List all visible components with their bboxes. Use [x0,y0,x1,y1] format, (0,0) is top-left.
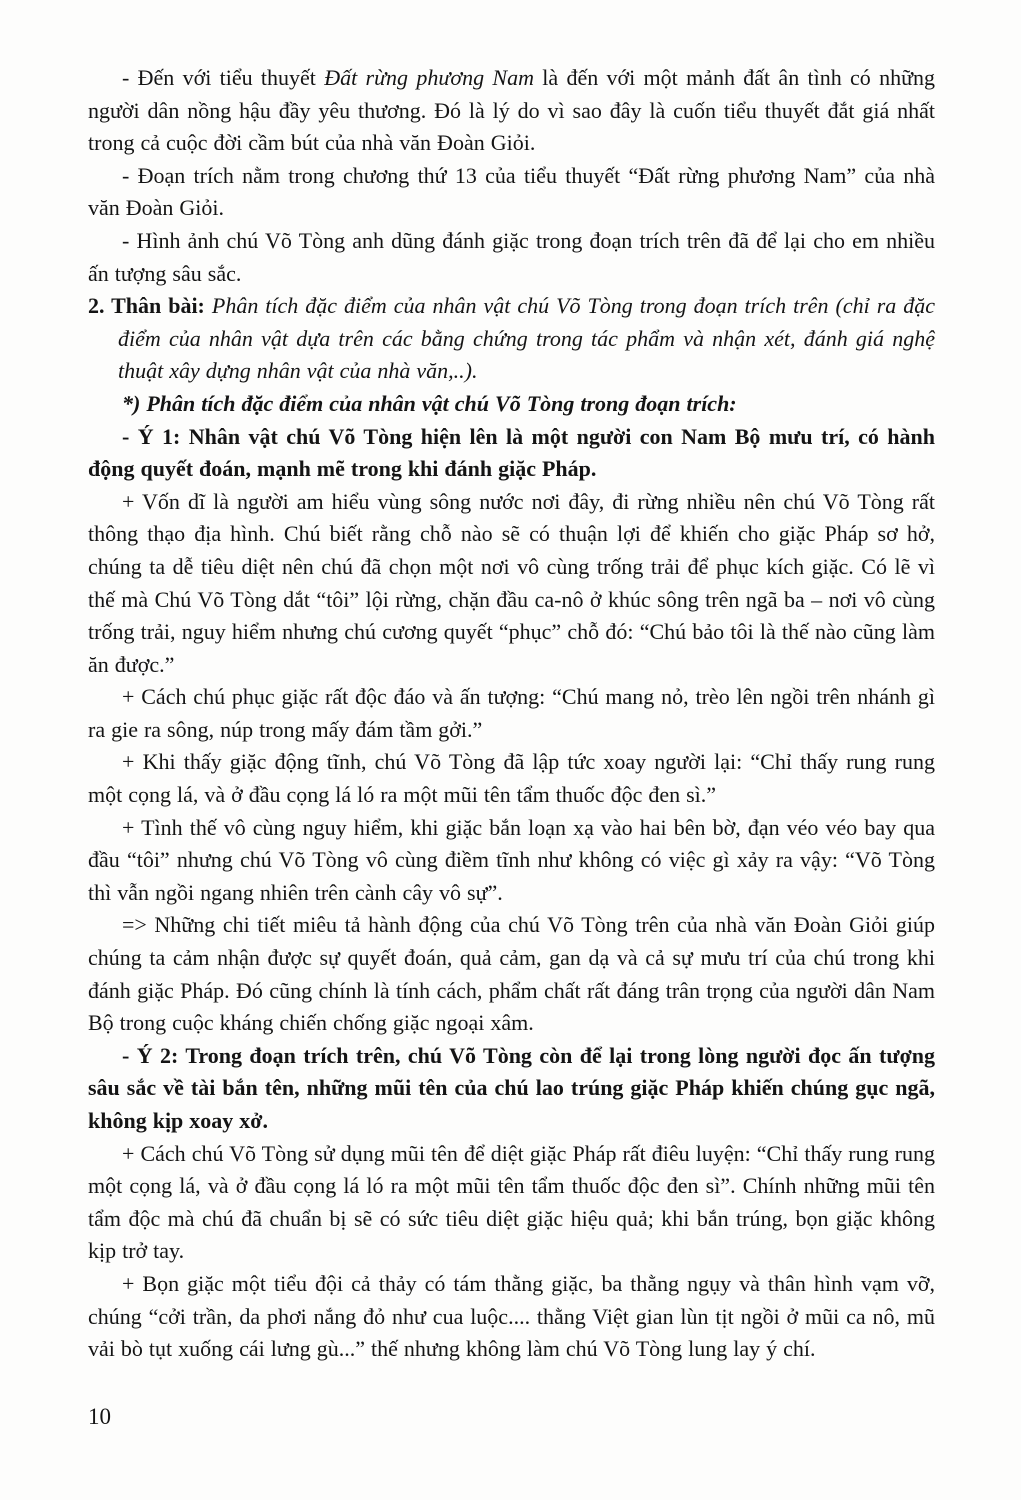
text-run: - Đến với tiểu thuyết [122,65,325,90]
page-number: 10 [88,1404,111,1429]
text-run: + Vốn dĩ là người am hiểu vùng sông nước nơi đây, đi rừng nhiều nên chú Võ Tòng rất thông thạo địa hình. Chú biết rằng chỗ nào sẽ có thuận lợi để khiến cho giặc Pháp sơ hở, chúng ta dễ tiêu diệt nên chú đã chọn một nơi vô cùng trống trải để phục kích giặc. Có lẽ vì thế mà Chú Võ Tòng dắt “tôi” lội rừng, chặn đầu ca-nô ở khúc sông trên ngã ba – nơi vô cùng trống trải, nguy hiểm nhưng chú cương quyết “phục” chỗ đó: “Chú bảo tôi là thế nào cũng làm ăn được.” [88,488,935,677]
text-run: - Ý 1: Nhân vật chú Võ Tòng hiện lên là một người con Nam Bộ mưu trí, có hành động quyết đoán, mạnh mẽ trong khi đánh giặc Pháp. [88,423,935,482]
paragraph-11 [88,909,935,1039]
text-run: Phân tích đặc điểm của nhân vật chú Võ Tòng trong đoạn trích trên (chỉ ra đặc điểm của nhân vật dựa trên các bằng chứng trong tác phẩm và nhận xét, đánh giá nghệ thuật xây dựng nhân vật của nhà văn,..). [118,293,935,384]
text-run: + Cách chú Võ Tòng sử dụng mũi tên để diệt giặc Pháp rất điêu luyện: “Chỉ thấy rung rung một cọng lá, và ở đầu cọng lá ló ra một mũi tên tẩm thuốc độc đen sì”. Chính những mũi tên tẩm độc mà chú đã chuẩn bị sẽ có sức tiêu diệt giặc hiệu quả; khi bắn trúng, bọn giặc không kịp trở tay. [88,1140,935,1264]
paragraph-3 [88,225,935,290]
text-run: *) Phân tích đặc điểm của nhân vật chú Võ Tòng trong đoạn trích: [122,390,737,416]
text-run: + Khi thấy giặc động tĩnh, chú Võ Tòng đã lập tức xoay người lại: “Chỉ thấy rung rung một cọng lá, và ở đầu cọng lá ló ra một mũi tên tẩm thuốc độc đen sì.” [88,749,935,808]
paragraph-6 [88,421,935,486]
paragraph-4 [88,290,935,388]
paragraph-13 [88,1138,935,1268]
text-run: + Tình thế vô cùng nguy hiểm, khi giặc bắn loạn xạ vào hai bên bờ, đạn véo véo bay qua đầu “tôi” nhưng chú Võ Tòng vô cùng điềm tĩnh như không có việc gì xảy ra vậy: “Võ Tòng thì vẫn ngồi ngang nhiên trên cành cây vô sự”. [88,814,935,905]
paragraph-1 [88,62,935,160]
text-run: + Cách chú phục giặc rất độc đáo và ấn tượng: “Chú mang nỏ, trèo lên ngồi trên nhánh gì ra gie ra sông, núp trong mấy đám tầm gởi.” [88,684,935,742]
paragraph-9 [88,746,935,811]
text-run: - Hình ảnh chú Võ Tòng anh dũng đánh giặc trong đoạn trích trên đã để lại cho em nhiều ấn tượng sâu sắc. [88,227,935,286]
paragraph-12 [88,1040,935,1138]
document-body [88,62,935,1366]
text-run: + Bọn giặc một tiểu đội cả thảy có tám thằng giặc, ba thằng ngụy và thân hình vạm vỡ, chúng “cởi trần, da phơi nắng đỏ như cua luộc.... thằng Việt gian lùn tịt ngồi ở mũi ca nô, mũ vải bò tụt xuống cái lưng gù...” thế nhưng không làm chú Võ Tòng lung lay ý chí. [88,1270,935,1362]
text-run: - Ý 2: Trong đoạn trích trên, chú Võ Tòng còn để lại trong lòng người đọc ấn tượng sâu sắc về tài bắn tên, những mũi tên của chú lao trúng giặc Pháp khiến chúng gục ngã, không kịp xoay xở. [88,1042,935,1133]
text-run: => Những chi tiết miêu tả hành động của chú Võ Tòng trên của nhà văn Đoàn Giỏi giúp chúng ta cảm nhận được sự quyết đoán, quả cảm, gan dạ và cả sự mưu trí của chú trong khi đánh giặc Pháp. Đó cũng chính là tính cách, phẩm chất rất đáng trân trọng của người dân Nam Bộ trong cuộc kháng chiến chống giặc ngoại xâm. [88,912,935,1036]
text-run: là đến với một mảnh đất ân tình có những người dân nồng hậu đầy yêu thương. Đó là lý do vì sao đây là cuốn tiểu thuyết đắt giá nhất trong cả cuộc đời cầm bút của nhà văn Đoàn Giỏi. [88,65,935,156]
text-run: - Đoạn trích nằm trong chương thứ 13 của tiểu thuyết “Đất rừng phương Nam” của nhà văn Đoàn Giỏi. [88,162,935,221]
text-run: Đất rừng phương Nam [324,65,534,90]
paragraph-5 [88,388,935,421]
paragraph-7 [88,486,935,682]
paragraph-10 [88,812,935,910]
paragraph-8 [88,681,935,746]
paragraph-2 [88,160,935,225]
text-run: 2. Thân bài: [88,293,212,319]
paragraph-14 [88,1268,935,1366]
